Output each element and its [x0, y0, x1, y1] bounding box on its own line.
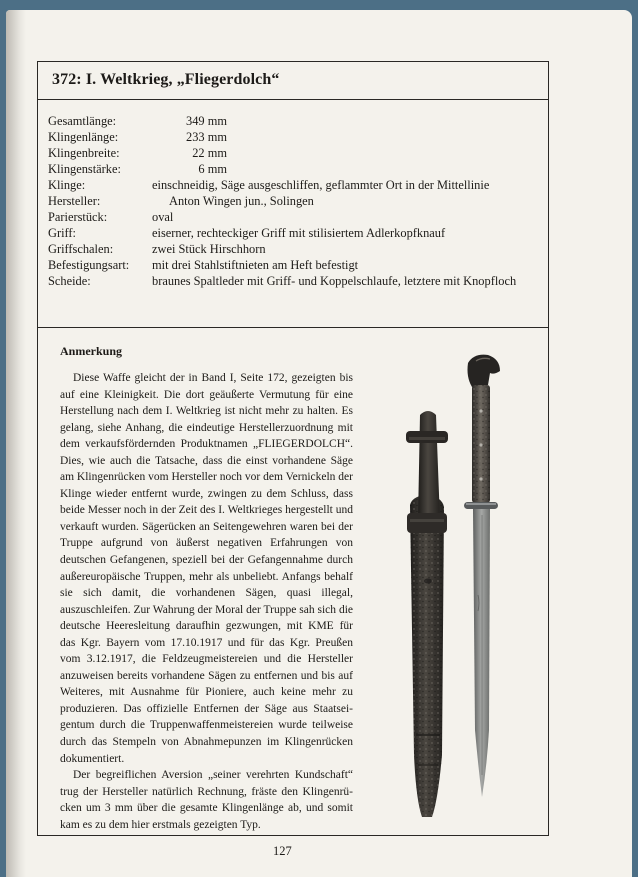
spec-label: Befestigungsart:	[48, 258, 130, 272]
spec-row	[38, 225, 548, 241]
spec-row	[38, 129, 548, 145]
spec-row	[38, 209, 548, 225]
spec-value: einschneidig, Säge ausgeschliffen, geflammter Ort in der Mittellinie	[152, 178, 490, 192]
spec-value: 233 mm	[186, 130, 227, 144]
spec-value: 6 mm	[198, 162, 227, 176]
page-gutter-shadow	[6, 10, 26, 877]
spec-label: Hersteller:	[48, 194, 101, 208]
knife-illustration	[376, 345, 526, 825]
spec-label: Klingenstärke:	[48, 162, 121, 176]
spec-label: Parierstück:	[48, 210, 108, 224]
spec-table	[38, 100, 548, 328]
spec-label: Klingenbreite:	[48, 146, 120, 160]
spec-label: Griffschalen:	[48, 242, 114, 256]
spec-row	[38, 193, 548, 209]
notes-paragraph: Diese Waffe gleicht der in Band I, Seite 172, gezeigten bis auf eine Kleinigkeit. Die dort geäußerte Vermutung für eine Herstellung nach dem I. Weltkrieg ist nicht mehr zu halten. Es gelang, siehe Anhang, die eindeutige Herstellerzuordnung mit dem verkaufsfördernden Produktnamen „FLIEGERDOLCH“. Dies, wie auch die Tatsache, dass die einst vorhandene Säge am Klingenrücken vom Hersteller noch vor dem Vernickeln der Klinge wieder entfernt wurde, zwingen zu dem Schluss, dass beide Messer noch in der Zeit des I. Weltkrieges hergestellt und verkauft wurden. Sägerücken an Seitengewehren waren bei der Truppe aufgrund von äußerst negativen Erfahrungen von deutschen Gefangenen, speziell bei der Gefangennahme durch außereuropäische Truppen, mehr als unbeliebt. Anfangs behalf sie sich damit, die vorhandenen Sägen, quasi illegal, auszuschleifen. Zur Wahrung der Moral der Truppe sah sich die deutsche Heeresleitung daraufhin gezwungen, mit KME für das Kgr. Bayern vom 17.10.1917 und für das Kgr. Preußen vom 3.12.1917, die Feldzeugmeistereien und die Hersteller anzuweisen bereits vorhandene Sägen zu entfernen und bis auf Weiteres, mit Ausnahme für Pioniere, auch keine mehr zu produzieren. Das offizielle Entfernen der Säge aus Staatseigentum durch die Truppenwaffenmeistereien wurde teilweise durch das Stempeln von Abnahmepunzen im Klingenrücken dokumentiert.	[60, 372, 353, 765]
spec-value: eiserner, rechteckiger Griff mit stilisiertem Adlerkopfknauf	[152, 226, 446, 240]
notes-body	[60, 370, 353, 833]
spec-value: oval	[152, 210, 174, 224]
spec-value: 22 mm	[192, 146, 227, 160]
notes-paragraph: Der begreiflichen Aversion „seiner verehrten Kundschaft“ trug der Hersteller natürlich Rechnung, fräste den Klingenrücken um 3 mm über die gesamte Klingenlänge ab, und somit kam es zu dem hier erstmals gezeigten Typ.	[60, 769, 353, 831]
spec-row	[38, 257, 548, 273]
spec-label: Klingenlänge:	[48, 130, 119, 144]
knife	[464, 355, 500, 797]
spec-label: Griff:	[48, 226, 76, 240]
page-number: 127	[273, 844, 292, 858]
entry-title: 372: I. Weltkrieg, „Fliegerdolch“	[52, 71, 280, 88]
spec-row	[38, 113, 548, 129]
spec-label: Scheide:	[48, 274, 91, 288]
spec-row	[38, 273, 548, 289]
spec-value: zwei Stück Hirschhorn	[152, 242, 266, 256]
spec-value: 349 mm	[186, 114, 227, 128]
spec-value: mit drei Stahlstiftnieten am Heft befestigt	[152, 258, 359, 272]
spec-row	[38, 177, 548, 193]
spec-label: Klinge:	[48, 178, 86, 192]
knife-photo	[376, 345, 526, 825]
spec-value: Anton Wingen jun., Solingen	[169, 194, 314, 208]
spec-label: Gesamtlänge:	[48, 114, 117, 128]
spec-row	[38, 145, 548, 161]
spec-row	[38, 161, 548, 177]
book-page	[6, 10, 632, 877]
entry-title-bar	[38, 62, 548, 100]
spec-row	[38, 241, 548, 257]
notes-heading: Anmerkung	[60, 344, 123, 358]
spec-value: braunes Spaltleder mit Griff- und Koppelschlaufe, letztere mit Knopfloch	[152, 274, 517, 288]
scabbard	[406, 411, 448, 817]
